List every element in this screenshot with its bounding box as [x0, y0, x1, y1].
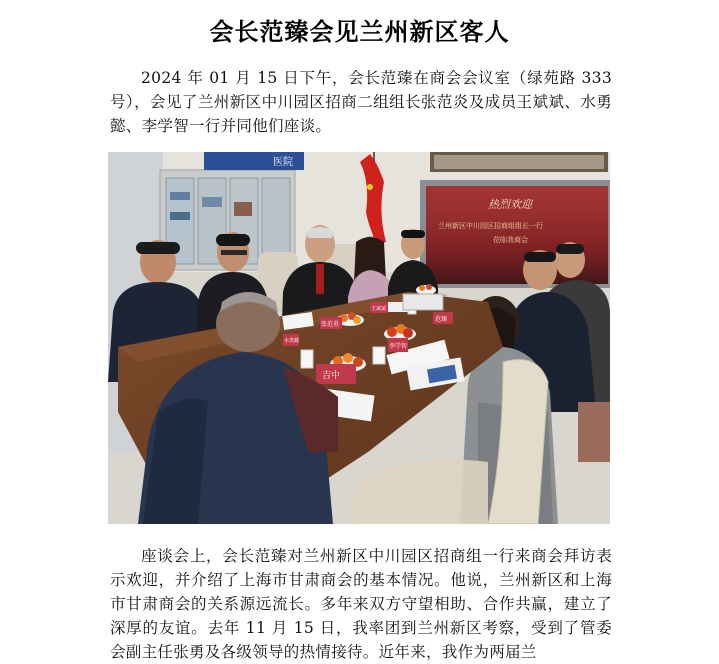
projection-screen	[420, 180, 610, 288]
svg-text:李学智: 李学智	[389, 343, 408, 350]
svg-text:吉中: 吉中	[322, 371, 341, 381]
svg-text:张范炎: 张范炎	[321, 321, 340, 328]
svg-text:范臻: 范臻	[435, 316, 448, 323]
body-paragraph: 座谈会上，会长范臻对兰州新区中川园区招商组一行来商会拜访表示欢迎，并介绍了上海市甘肃商会的基本情况。他说，兰州新区和上海市甘肃商会的关系源远流长。多年来双方守望相助、合作共赢，建立了深厚的友谊。去年 11 月 15 日，我率团到兰州新区考察，受到了管委会副主任张勇及各级领导的热情接待。近年来，我作为两届兰	[110, 547, 612, 661]
nameplate-4	[388, 338, 408, 352]
svg-text:王斌斌: 王斌斌	[371, 306, 387, 312]
nameplate-3	[433, 312, 453, 324]
nameplate-1	[320, 317, 342, 329]
nameplate-6	[283, 334, 300, 346]
svg-text:热烈欢迎: 热烈欢迎	[488, 198, 532, 211]
intro-paragraph: 2024 年 01 月 15 日下午，会长范臻在商会会议室（绿苑路 333 号），会见了兰州新区中川园区招商二组组长张范炎及成员王斌斌、水勇懿、李学智一行并同他们座谈。	[110, 69, 612, 135]
nameplate-2	[370, 302, 388, 313]
svg-text:医院: 医院	[273, 157, 293, 168]
nameplate-5	[316, 364, 356, 384]
hospital-sign	[204, 152, 304, 170]
svg-text:莅临我商会: 莅临我商会	[493, 236, 528, 244]
svg-text:水勇懿: 水勇懿	[284, 338, 300, 344]
meeting-photo	[108, 152, 610, 524]
article-title: 会长范臻会见兰州新区客人	[209, 18, 510, 46]
svg-text:兰州新区中川园区招商组组长一行: 兰州新区中川园区招商组组长一行	[438, 222, 543, 230]
